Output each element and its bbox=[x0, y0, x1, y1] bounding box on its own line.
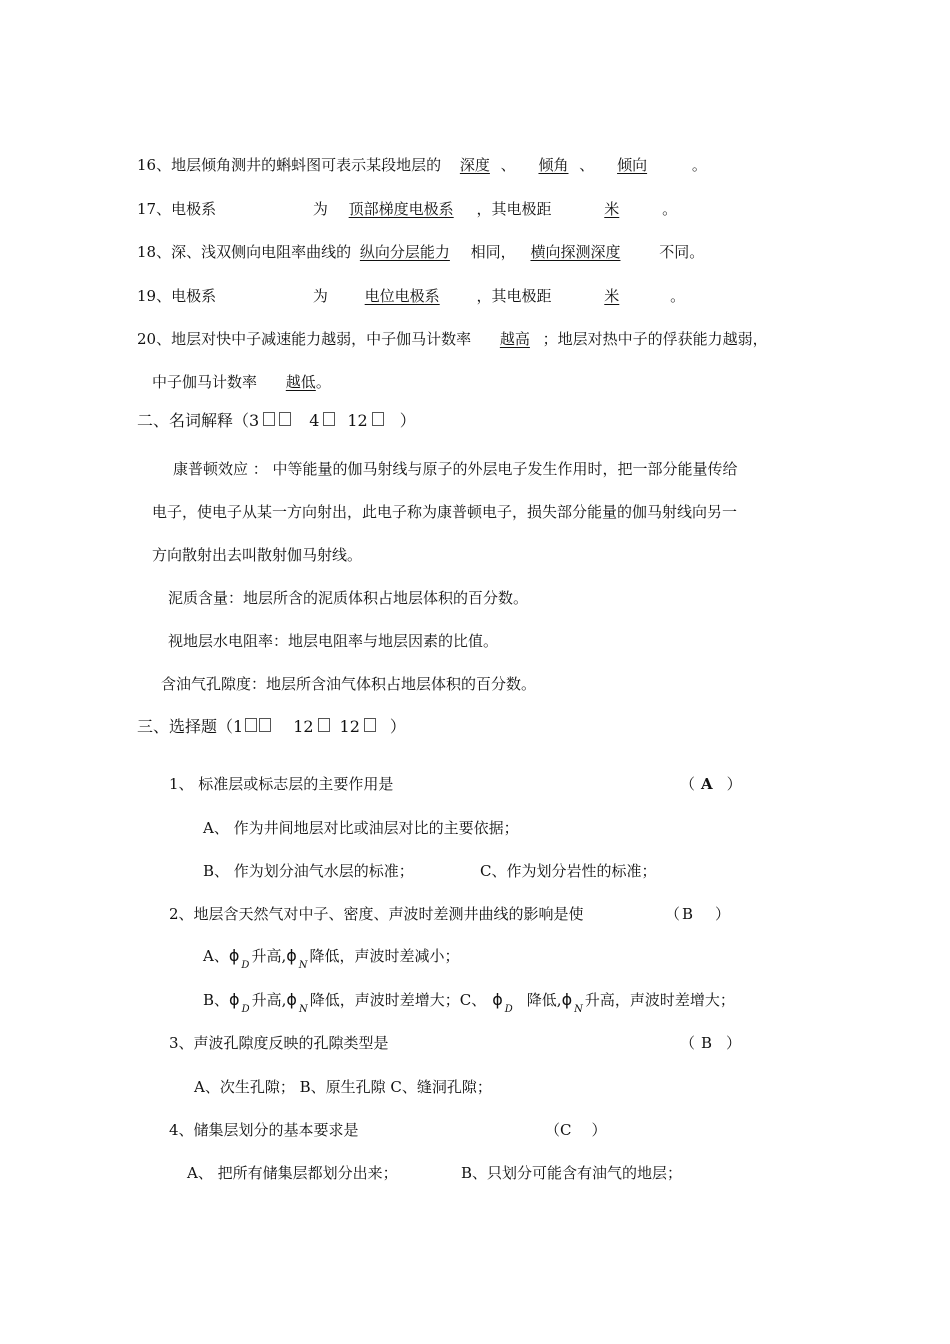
answer-letter: C bbox=[560, 1121, 572, 1139]
phi-symbol: ϕ bbox=[561, 990, 573, 1009]
term-apparent-water-resistivity bbox=[168, 631, 498, 651]
question-17 bbox=[137, 199, 677, 219]
answer-open: （ bbox=[665, 905, 681, 923]
q20-answer-2: 越低 bbox=[285, 373, 316, 391]
q18-text: 18、深、浅双侧向电阻率曲线的 bbox=[137, 243, 352, 261]
mc-question-4-stem: 4、储集层划分的基本要求是 bbox=[169, 1121, 359, 1139]
q17-answer-1: 顶部梯度电极系 bbox=[348, 200, 454, 218]
mc-question-2 bbox=[169, 904, 584, 924]
q19-answer-2: 米 bbox=[604, 287, 620, 305]
term-compton bbox=[173, 459, 738, 479]
section-2-total: 12 bbox=[347, 411, 368, 430]
section-3-close: ） bbox=[389, 717, 406, 736]
subscript-d: D bbox=[241, 960, 250, 971]
mc-question-1-stem: 1、 标准层或标志层的主要作用是 bbox=[169, 775, 394, 793]
q20-text: 20、地层对快中子减速能力越弱，中子伽马计数率 bbox=[137, 330, 472, 348]
option-c-text: C、作为划分岩性的标准； bbox=[480, 862, 657, 880]
section-3-total: 12 bbox=[339, 717, 360, 736]
question-20 bbox=[137, 329, 768, 349]
section-2-heading bbox=[137, 411, 416, 431]
q17-answer-2: 米 bbox=[604, 200, 620, 218]
mc-question-4-answer bbox=[545, 1120, 607, 1140]
subscript-n: N bbox=[298, 1004, 308, 1015]
mc-question-2-answer bbox=[665, 904, 730, 924]
option-b-part-2: 降低，声波时差增大；C、 bbox=[309, 991, 487, 1009]
mc-question-2-stem: 2、地层含天然气对中子、密度、声波时差测井曲线的影响是使 bbox=[169, 905, 584, 923]
option-a-part-1: 升高, bbox=[251, 947, 287, 965]
mc-question-3-stem: 3、声波孔隙度反映的孔隙类型是 bbox=[169, 1034, 389, 1052]
section-3-title: 三、选择题（1 bbox=[137, 717, 244, 736]
answer-close: ） bbox=[726, 1034, 742, 1052]
term-compton-line-1: 康普顿效应 ： 中等能量的伽马射线与原子的外层电子发生作用时，把一部分能量传给 bbox=[173, 460, 738, 478]
mc-question-2-option-a bbox=[203, 946, 460, 969]
question-20-line-2 bbox=[152, 372, 331, 392]
mc-question-4-option-a bbox=[187, 1163, 398, 1183]
mc-question-1-option-a bbox=[203, 818, 519, 838]
q18-end: 不同。 bbox=[659, 243, 705, 261]
q17-mid: 为 bbox=[312, 200, 328, 218]
mc-question-4 bbox=[169, 1120, 359, 1140]
option-b-text: B、只划分可能含有油气的地层； bbox=[461, 1164, 683, 1182]
answer-open: （ bbox=[680, 1034, 696, 1052]
phi-symbol: ϕ bbox=[228, 946, 240, 965]
q16-end: 。 bbox=[691, 156, 707, 174]
q18-answer-1: 纵向分层能力 bbox=[359, 243, 450, 261]
mc-question-3-answer bbox=[680, 1033, 741, 1053]
question-18 bbox=[137, 242, 704, 262]
answer-close: ） bbox=[715, 905, 731, 923]
term-compton-line-2: 电子，使电子从某一方向射出，此电子称为康普顿电子，损失部分能量的伽马射线向另一 bbox=[152, 503, 738, 521]
q20-line2: 中子伽马计数率 bbox=[152, 373, 258, 391]
phi-symbol: ϕ bbox=[229, 990, 240, 1009]
q17-end: 。 bbox=[662, 200, 678, 218]
term-hydrocarbon-porosity-text: 含油气孔隙度：地层所含油气体积占地层体积的百分数。 bbox=[161, 675, 537, 693]
q16-answer-2: 倾角 bbox=[538, 156, 569, 174]
term-compton-line-3: 方向散射出去叫散射伽马射线。 bbox=[152, 546, 363, 564]
term-shale-content bbox=[168, 588, 528, 608]
term-compton-cont-1 bbox=[152, 502, 737, 522]
term-compton-cont-2 bbox=[152, 545, 362, 565]
q17-mid-2: ，其电极距 bbox=[476, 200, 552, 218]
section-2-title: 二、名词解释（3 bbox=[137, 411, 260, 430]
subscript-n: N bbox=[298, 960, 308, 971]
options-text: A、次生孔隙； B、原生孔隙 C、缝洞孔隙； bbox=[194, 1078, 492, 1096]
answer-close: ） bbox=[726, 775, 742, 793]
question-16 bbox=[137, 155, 707, 175]
mc-question-1-answer bbox=[680, 774, 742, 794]
q16-sep-2: 、 bbox=[579, 156, 595, 174]
answer-open: （ bbox=[680, 775, 696, 793]
answer-letter: A bbox=[701, 775, 713, 793]
term-shale-content-text: 泥质含量：地层所含的泥质体积占地层体积的百分数。 bbox=[168, 589, 529, 607]
answer-letter: B bbox=[682, 905, 694, 923]
mc-question-2-option-b bbox=[203, 990, 735, 1013]
q19-mid-2: ，其电极距 bbox=[476, 287, 552, 305]
q20-end: 。 bbox=[315, 373, 331, 391]
option-c-part-1: 降低, bbox=[526, 991, 562, 1009]
q18-answer-2: 横向探测深度 bbox=[530, 243, 621, 261]
q19-text: 19、电极系 bbox=[137, 287, 217, 305]
q16-text: 16、地层倾角测井的蝌蚪图可表示某段地层的 bbox=[137, 156, 442, 174]
option-a-text: A、 把所有储集层都划分出来； bbox=[187, 1164, 398, 1182]
phi-symbol: ϕ bbox=[286, 990, 297, 1009]
phi-symbol: ϕ bbox=[492, 990, 503, 1009]
section-3-heading bbox=[137, 717, 406, 737]
mc-question-1-option-c bbox=[480, 861, 656, 881]
mc-question-1-option-b bbox=[203, 861, 414, 881]
section-2-close: ） bbox=[399, 411, 416, 430]
answer-close: ） bbox=[591, 1121, 607, 1139]
section-2-count: 4 bbox=[309, 411, 320, 430]
mc-question-3 bbox=[169, 1033, 389, 1053]
option-b-part-1: 升高, bbox=[251, 991, 287, 1009]
q16-answer-1: 深度 bbox=[459, 156, 490, 174]
mc-question-3-options bbox=[194, 1077, 492, 1097]
subscript-d: D bbox=[241, 1004, 250, 1015]
q19-end: 。 bbox=[670, 287, 686, 305]
q17-text: 17、电极系 bbox=[137, 200, 217, 218]
mc-question-1 bbox=[169, 774, 393, 794]
option-b-label: B、 bbox=[203, 991, 230, 1009]
answer-open: （ bbox=[545, 1121, 561, 1139]
q19-mid: 为 bbox=[312, 287, 328, 305]
q20-mid: ；地层对热中子的俘获能力越弱， bbox=[542, 330, 768, 348]
section-3-count: 12 bbox=[293, 717, 314, 736]
question-19 bbox=[137, 286, 685, 306]
q18-mid: 相同， bbox=[470, 243, 516, 261]
option-b-text: B、 作为划分油气水层的标准； bbox=[203, 862, 414, 880]
q16-sep-1: 、 bbox=[500, 156, 516, 174]
q16-answer-3: 倾向 bbox=[617, 156, 648, 174]
q19-answer-1: 电位电极系 bbox=[364, 287, 440, 305]
option-a-text: A、 作为井间地层对比或油层对比的主要依据； bbox=[203, 819, 519, 837]
answer-letter: B bbox=[701, 1034, 713, 1052]
option-a-label: A、 bbox=[203, 947, 229, 965]
subscript-n: N bbox=[574, 1004, 583, 1015]
term-apparent-water-resistivity-text: 视地层水电阻率：地层电阻率与地层因素的比值。 bbox=[168, 632, 499, 650]
subscript-d: D bbox=[504, 1004, 513, 1015]
q20-answer-1: 越高 bbox=[499, 330, 530, 348]
mc-question-4-option-b bbox=[461, 1163, 682, 1183]
option-c-part-2: 升高，声波时差增大； bbox=[584, 991, 735, 1009]
term-hydrocarbon-porosity bbox=[161, 674, 536, 694]
option-a-part-2: 降低，声波时差减小； bbox=[309, 947, 460, 965]
phi-symbol: ϕ bbox=[286, 946, 297, 965]
